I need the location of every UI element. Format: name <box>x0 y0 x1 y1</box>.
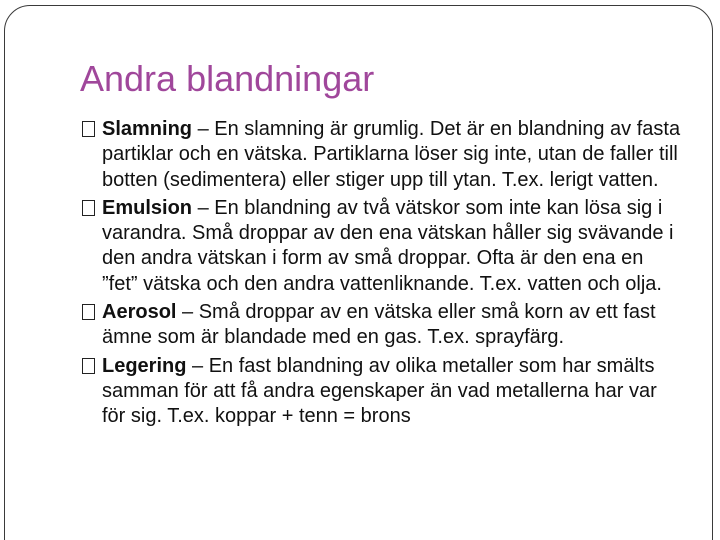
square-bullet-icon <box>82 200 95 216</box>
square-bullet-icon <box>82 358 95 374</box>
list-item-emulsion <box>82 196 682 297</box>
slide-title: Andra blandningar <box>80 58 375 99</box>
term-legering: Legering <box>102 354 187 377</box>
description-aerosol: – Små droppar av en vätska eller små korn av ett fast ämne som är blandade med en gas. T.ex. sprayfärg. <box>102 301 656 349</box>
list-item-legering <box>82 354 682 430</box>
description-slamning: – En slamning är grumlig. Det är en blandning av fasta partiklar och en vätska. Partiklarna löser sig inte, utan de faller till botten (sedimentera) eller stiger upp till ytan. T.ex. lerigt vatten. <box>102 118 681 191</box>
description-emulsion: – En blandning av två vätskor som inte kan lösa sig i varandra. Små droppar av den ena vätskan håller sig svävande i den andra vätskan i form av små droppar. Ofta är den ena en ”fet” vätska och den andra vattenliknande. T.ex. vatten och olja. <box>102 196 674 295</box>
list-item-aerosol <box>82 300 682 351</box>
description-legering: – En fast blandning av olika metaller som har smälts samman för att få andra egenskaper än vad metallerna har var för sig. T.ex. koppar + tenn = brons <box>102 354 657 428</box>
square-bullet-icon <box>82 121 95 137</box>
term-emulsion: Emulsion <box>102 196 193 219</box>
term-aerosol: Aerosol <box>102 301 177 324</box>
square-bullet-icon <box>82 304 95 320</box>
list-item-slamning <box>82 117 682 193</box>
term-slamning: Slamning <box>102 118 193 140</box>
bullet-list <box>82 117 682 433</box>
